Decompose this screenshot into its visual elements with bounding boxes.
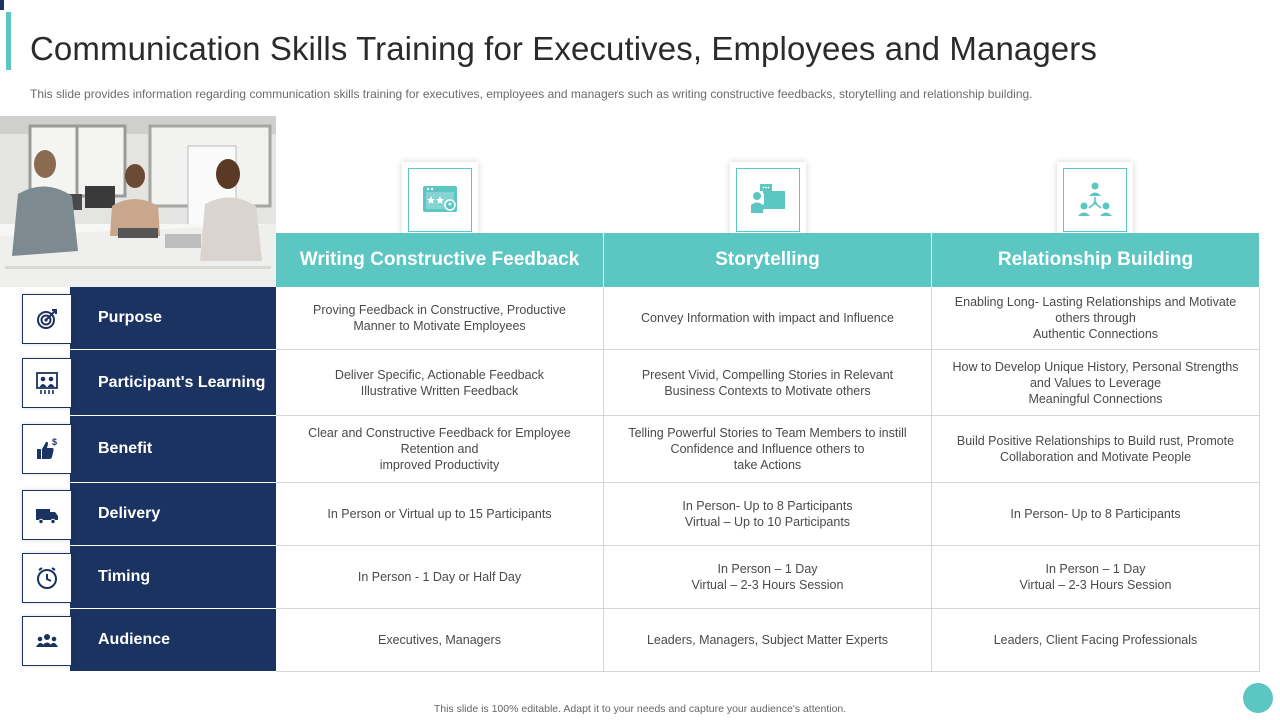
meeting-photo [0, 116, 276, 287]
cell-audience-storytelling: Leaders, Managers, Subject Matter Experts [604, 609, 932, 672]
cell-audience-relationship: Leaders, Client Facing Professionals [932, 609, 1260, 672]
clock-icon [22, 553, 72, 603]
cell-purpose-feedback: Proving Feedback in Constructive, Productive Manner to Motivate Employees [276, 287, 604, 350]
svg-text:$: $ [52, 437, 58, 447]
page-title: Communication Skills Training for Executives, Employees and Managers [30, 30, 1097, 67]
cell-audience-feedback: Executives, Managers [276, 609, 604, 672]
column-header-writing-feedback: Writing Constructive Feedback [276, 233, 604, 287]
row-label-participants-learning: Participant's Learning [70, 350, 276, 416]
cell-learning-feedback: Deliver Specific, Actionable Feedback Illustrative Written Feedback [276, 350, 604, 416]
thumbs-up-dollar-icon [22, 424, 72, 474]
cell-purpose-storytelling: Convey Information with impact and Influence [604, 287, 932, 350]
cell-purpose-relationship: Enabling Long- Lasting Relationships and Motivate others through Authentic Connections [932, 287, 1260, 350]
column-header-relationship-building: Relationship Building [932, 233, 1260, 287]
column-header-storytelling: Storytelling [604, 233, 932, 287]
cell-learning-storytelling: Present Vivid, Compelling Stories in Relevant Business Contexts to Motivate others [604, 350, 932, 416]
cell-timing-feedback: In Person - 1 Day or Half Day [276, 546, 604, 609]
cell-timing-relationship: In Person – 1 Day Virtual – 2-3 Hours Session [932, 546, 1260, 609]
row-label-delivery: Delivery [70, 483, 276, 546]
cell-benefit-storytelling: Telling Powerful Stories to Team Members to instill Confidence and Influence others to take Actions [604, 416, 932, 483]
cell-learning-relationship: How to Develop Unique History, Personal Strengths and Values to Leverage Meaningful Connections [932, 350, 1260, 416]
cell-timing-storytelling: In Person – 1 Day Virtual – 2-3 Hours Session [604, 546, 932, 609]
delivery-truck-icon [22, 490, 72, 540]
network-people-icon [1057, 162, 1133, 238]
row-label-timing: Timing [70, 546, 276, 609]
cell-benefit-feedback: Clear and Constructive Feedback for Employee Retention and improved Productivity [276, 416, 604, 483]
corner-decoration [1243, 683, 1273, 713]
footer-note: This slide is 100% editable. Adapt it to your needs and capture your audience's attention. [433, 703, 847, 715]
accent-bar-dark [0, 0, 4, 10]
row-label-benefit: Benefit [70, 416, 276, 483]
cell-delivery-storytelling: In Person- Up to 8 Participants Virtual – Up to 10 Participants [604, 483, 932, 546]
learners-icon [22, 358, 72, 408]
row-label-purpose: Purpose [70, 287, 276, 350]
presenter-icon [730, 162, 806, 238]
target-icon [22, 294, 72, 344]
accent-bar [6, 12, 11, 70]
page-subtitle: This slide provides information regarding communication skills training for executives, employees and managers such as writing constructive feedbacks, storytelling and relationship building. [30, 87, 1033, 101]
cell-delivery-relationship: In Person- Up to 8 Participants [932, 483, 1260, 546]
cell-delivery-feedback: In Person or Virtual up to 15 Participants [276, 483, 604, 546]
cell-benefit-relationship: Build Positive Relationships to Build rust, Promote Collaboration and Motivate People [932, 416, 1260, 483]
row-label-audience: Audience [70, 609, 276, 672]
audience-group-icon [22, 616, 72, 666]
feedback-rating-icon [402, 162, 478, 238]
